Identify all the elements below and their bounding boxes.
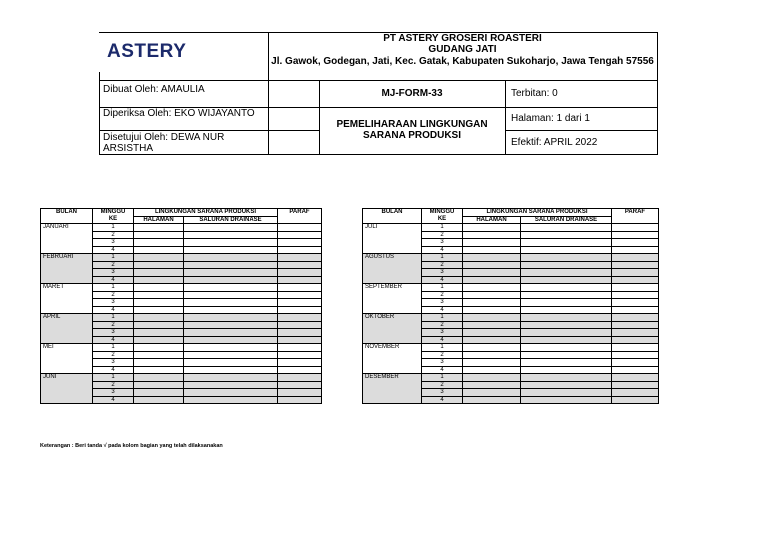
week-cell: 2 (93, 321, 134, 329)
month-cell: JULI (363, 224, 422, 254)
month-cell: JANUARI (41, 224, 93, 254)
company-address: Jl. Gawok, Godegan, Jati, Kec. Gatak, Kabupaten Sukoharjo, Jawa Tengah 57556 (271, 56, 654, 67)
form-title: PEMELIHARAAN LINGKUNGAN (336, 119, 488, 130)
week-cell: 3 (93, 269, 134, 277)
halaman-check-cell[interactable] (134, 351, 184, 359)
halaman-check-cell[interactable] (463, 314, 521, 322)
week-cell: 1 (93, 314, 134, 322)
week-cell: 4 (93, 276, 134, 284)
saluran-check-cell[interactable] (184, 306, 278, 314)
header-border (99, 72, 100, 155)
paraf-cell[interactable] (612, 329, 659, 337)
disetujui-oleh: Disetujui Oleh: DEWA NUR (103, 132, 225, 143)
paraf-cell[interactable] (278, 246, 322, 254)
terbitan: Terbitan: 0 (511, 88, 558, 99)
saluran-check-cell[interactable] (521, 381, 612, 389)
saluran-check-cell[interactable] (184, 351, 278, 359)
week-cell: 4 (422, 336, 463, 344)
paraf-cell[interactable] (278, 276, 322, 284)
halaman-check-cell[interactable] (463, 396, 521, 404)
week-cell: 3 (93, 239, 134, 247)
paraf-cell[interactable] (612, 336, 659, 344)
form-title-cont: SARANA PRODUKSI (363, 130, 461, 141)
paraf-cell[interactable] (612, 284, 659, 292)
halaman-check-cell[interactable] (463, 374, 521, 382)
halaman-check-cell[interactable] (134, 276, 184, 284)
week-cell: 2 (93, 291, 134, 299)
paraf-cell[interactable] (278, 299, 322, 307)
week-cell: 4 (422, 306, 463, 314)
efektif: Efektif: APRIL 2022 (511, 137, 598, 148)
halaman-check-cell[interactable] (134, 359, 184, 367)
month-cell: OKTOBER (363, 314, 422, 344)
week-cell: 1 (93, 284, 134, 292)
paraf-cell[interactable] (278, 381, 322, 389)
paraf-cell[interactable] (278, 224, 322, 232)
paraf-cell[interactable] (278, 374, 322, 382)
paraf-cell[interactable] (612, 321, 659, 329)
col-minggu: MINGGU KE (422, 209, 463, 224)
halaman-check-cell[interactable] (463, 291, 521, 299)
week-cell: 3 (93, 359, 134, 367)
saluran-check-cell[interactable] (521, 396, 612, 404)
week-cell: 3 (422, 329, 463, 337)
paraf-cell[interactable] (278, 359, 322, 367)
header-border (657, 32, 658, 155)
paraf-cell[interactable] (612, 254, 659, 262)
company-location: GUDANG JATI (428, 44, 497, 55)
col-halaman: HALAMAN (463, 216, 521, 224)
halaman-check-cell[interactable] (463, 284, 521, 292)
halaman: Halaman: 1 dari 1 (511, 113, 590, 124)
table-row (41, 284, 322, 292)
table-row (41, 254, 322, 262)
table-row (41, 344, 322, 352)
halaman-check-cell[interactable] (134, 366, 184, 374)
halaman-check-cell[interactable] (463, 276, 521, 284)
halaman-check-cell[interactable] (134, 291, 184, 299)
saluran-check-cell[interactable] (184, 374, 278, 382)
saluran-check-cell[interactable] (521, 299, 612, 307)
col-saluran: SALURAN DRAINASE (521, 216, 612, 224)
table-row (363, 284, 659, 292)
table-row (41, 374, 322, 382)
paraf-cell[interactable] (612, 299, 659, 307)
saluran-check-cell[interactable] (521, 321, 612, 329)
week-cell: 2 (422, 351, 463, 359)
table-row (363, 224, 659, 232)
week-cell: 4 (422, 396, 463, 404)
paraf-cell[interactable] (278, 291, 322, 299)
saluran-check-cell[interactable] (521, 329, 612, 337)
table-row (363, 314, 659, 322)
paraf-cell[interactable] (612, 269, 659, 277)
saluran-check-cell[interactable] (184, 239, 278, 247)
paraf-cell[interactable] (612, 314, 659, 322)
halaman-check-cell[interactable] (134, 336, 184, 344)
saluran-check-cell[interactable] (184, 254, 278, 262)
halaman-check-cell[interactable] (134, 224, 184, 232)
paraf-cell[interactable] (612, 291, 659, 299)
paraf-cell[interactable] (612, 381, 659, 389)
diperiksa-oleh: Diperiksa Oleh: EKO WIJAYANTO (103, 108, 255, 119)
col-lingkungan: LINGKUNGAN SARANA PRODUKSI (134, 209, 278, 217)
saluran-check-cell[interactable] (184, 246, 278, 254)
saluran-check-cell[interactable] (184, 276, 278, 284)
saluran-check-cell[interactable] (184, 261, 278, 269)
saluran-check-cell[interactable] (521, 239, 612, 247)
header-border (99, 80, 658, 81)
saluran-check-cell[interactable] (521, 314, 612, 322)
week-cell: 1 (422, 374, 463, 382)
saluran-check-cell[interactable] (184, 231, 278, 239)
halaman-check-cell[interactable] (463, 344, 521, 352)
week-cell: 2 (422, 291, 463, 299)
halaman-check-cell[interactable] (134, 314, 184, 322)
halaman-check-cell[interactable] (134, 389, 184, 397)
paraf-cell[interactable] (278, 336, 322, 344)
week-cell: 3 (422, 299, 463, 307)
saluran-check-cell[interactable] (184, 284, 278, 292)
month-cell: MARET (41, 284, 93, 314)
halaman-check-cell[interactable] (463, 351, 521, 359)
halaman-check-cell[interactable] (463, 381, 521, 389)
paraf-cell[interactable] (278, 314, 322, 322)
halaman-check-cell[interactable] (134, 299, 184, 307)
saluran-check-cell[interactable] (521, 231, 612, 239)
paraf-cell[interactable] (278, 269, 322, 277)
saluran-check-cell[interactable] (521, 359, 612, 367)
paraf-cell[interactable] (612, 374, 659, 382)
month-cell: AGUSTUS (363, 254, 422, 284)
saluran-check-cell[interactable] (184, 389, 278, 397)
table-row (363, 254, 659, 262)
halaman-check-cell[interactable] (134, 284, 184, 292)
saluran-check-cell[interactable] (521, 389, 612, 397)
saluran-check-cell[interactable] (184, 396, 278, 404)
month-cell: JUNI (41, 374, 93, 404)
company-name: PT ASTERY GROSERI ROASTERI (383, 33, 542, 44)
paraf-cell[interactable] (612, 306, 659, 314)
col-saluran: SALURAN DRAINASE (184, 216, 278, 224)
paraf-cell[interactable] (612, 359, 659, 367)
halaman-check-cell[interactable] (463, 246, 521, 254)
week-cell: 3 (422, 359, 463, 367)
week-cell: 3 (422, 389, 463, 397)
halaman-check-cell[interactable] (463, 389, 521, 397)
halaman-check-cell[interactable] (134, 239, 184, 247)
saluran-check-cell[interactable] (521, 291, 612, 299)
col-bulan: BULAN (363, 209, 422, 224)
week-cell: 2 (93, 351, 134, 359)
month-cell: APRIL (41, 314, 93, 344)
paraf-cell[interactable] (278, 351, 322, 359)
week-cell: 3 (93, 299, 134, 307)
halaman-check-cell[interactable] (463, 269, 521, 277)
week-cell: 3 (422, 239, 463, 247)
week-cell: 2 (422, 381, 463, 389)
halaman-check-cell[interactable] (463, 329, 521, 337)
paraf-cell[interactable] (612, 366, 659, 374)
week-cell: 4 (93, 396, 134, 404)
paraf-cell[interactable] (278, 389, 322, 397)
saluran-check-cell[interactable] (184, 329, 278, 337)
halaman-check-cell[interactable] (134, 374, 184, 382)
col-lingkungan: LINGKUNGAN SARANA PRODUKSI (463, 209, 612, 217)
saluran-check-cell[interactable] (184, 344, 278, 352)
halaman-check-cell[interactable] (463, 366, 521, 374)
week-cell: 4 (422, 246, 463, 254)
halaman-check-cell[interactable] (463, 359, 521, 367)
saluran-check-cell[interactable] (521, 336, 612, 344)
week-cell: 4 (93, 246, 134, 254)
week-cell: 4 (93, 366, 134, 374)
halaman-check-cell[interactable] (463, 261, 521, 269)
week-cell: 1 (422, 224, 463, 232)
halaman-check-cell[interactable] (134, 344, 184, 352)
month-cell: SEPTEMBER (363, 284, 422, 314)
month-cell: MEI (41, 344, 93, 374)
halaman-check-cell[interactable] (463, 254, 521, 262)
week-cell: 4 (422, 366, 463, 374)
week-cell: 3 (93, 389, 134, 397)
halaman-check-cell[interactable] (134, 231, 184, 239)
paraf-cell[interactable] (612, 351, 659, 359)
saluran-check-cell[interactable] (521, 306, 612, 314)
paraf-cell[interactable] (278, 254, 322, 262)
paraf-cell[interactable] (278, 329, 322, 337)
halaman-check-cell[interactable] (463, 336, 521, 344)
form-code: MJ-FORM-33 (381, 88, 443, 99)
saluran-check-cell[interactable] (521, 224, 612, 232)
saluran-check-cell[interactable] (184, 269, 278, 277)
saluran-check-cell[interactable] (184, 291, 278, 299)
halaman-check-cell[interactable] (463, 306, 521, 314)
week-cell: 1 (422, 254, 463, 262)
saluran-check-cell[interactable] (184, 314, 278, 322)
dibuat-oleh: Dibuat Oleh: AMAULIA (103, 84, 205, 95)
halaman-check-cell[interactable] (463, 321, 521, 329)
col-minggu: MINGGU KE (93, 209, 134, 224)
saluran-check-cell[interactable] (184, 366, 278, 374)
week-cell: 3 (422, 269, 463, 277)
header-border (505, 80, 506, 155)
table-row (363, 344, 659, 352)
halaman-check-cell[interactable] (134, 396, 184, 404)
halaman-check-cell[interactable] (463, 239, 521, 247)
month-cell: DESEMBER (363, 374, 422, 404)
week-cell: 1 (422, 344, 463, 352)
halaman-check-cell[interactable] (463, 224, 521, 232)
paraf-cell[interactable] (278, 344, 322, 352)
table-row (363, 374, 659, 382)
monitoring-table-right (362, 208, 659, 404)
week-cell: 4 (422, 276, 463, 284)
month-cell: NOVEMBER (363, 344, 422, 374)
paraf-cell[interactable] (612, 344, 659, 352)
week-cell: 2 (93, 231, 134, 239)
saluran-check-cell[interactable] (521, 261, 612, 269)
week-cell: 2 (422, 261, 463, 269)
saluran-check-cell[interactable] (521, 254, 612, 262)
halaman-check-cell[interactable] (463, 231, 521, 239)
week-cell: 2 (422, 231, 463, 239)
col-halaman: HALAMAN (134, 216, 184, 224)
saluran-check-cell[interactable] (184, 336, 278, 344)
paraf-cell[interactable] (278, 239, 322, 247)
week-cell: 1 (422, 314, 463, 322)
col-bulan: BULAN (41, 209, 93, 224)
saluran-check-cell[interactable] (184, 359, 278, 367)
table-row (41, 224, 322, 232)
halaman-check-cell[interactable] (134, 246, 184, 254)
month-cell: FEBRUARI (41, 254, 93, 284)
week-cell: 2 (422, 321, 463, 329)
paraf-cell[interactable] (612, 261, 659, 269)
paraf-cell[interactable] (278, 231, 322, 239)
paraf-cell[interactable] (612, 276, 659, 284)
paraf-cell[interactable] (278, 284, 322, 292)
paraf-cell[interactable] (612, 231, 659, 239)
saluran-check-cell[interactable] (521, 284, 612, 292)
saluran-check-cell[interactable] (184, 299, 278, 307)
paraf-cell[interactable] (612, 224, 659, 232)
week-cell: 3 (93, 329, 134, 337)
paraf-cell[interactable] (278, 396, 322, 404)
saluran-check-cell[interactable] (184, 321, 278, 329)
week-cell: 1 (93, 344, 134, 352)
header-border (505, 130, 658, 131)
halaman-check-cell[interactable] (134, 306, 184, 314)
header-border (99, 130, 319, 131)
disetujui-oleh-cont: ARSISTHA (103, 143, 154, 154)
week-cell: 2 (93, 261, 134, 269)
paraf-cell[interactable] (278, 261, 322, 269)
week-cell: 1 (93, 254, 134, 262)
saluran-check-cell[interactable] (521, 374, 612, 382)
halaman-check-cell[interactable] (463, 299, 521, 307)
week-cell: 1 (93, 374, 134, 382)
halaman-check-cell[interactable] (134, 381, 184, 389)
halaman-check-cell[interactable] (134, 254, 184, 262)
paraf-cell[interactable] (278, 321, 322, 329)
table-row (41, 314, 322, 322)
saluran-check-cell[interactable] (521, 366, 612, 374)
halaman-check-cell[interactable] (134, 269, 184, 277)
week-cell: 2 (93, 381, 134, 389)
week-cell: 4 (93, 306, 134, 314)
saluran-check-cell[interactable] (521, 344, 612, 352)
header-border (99, 154, 658, 155)
saluran-check-cell[interactable] (521, 269, 612, 277)
saluran-check-cell[interactable] (184, 224, 278, 232)
paraf-cell[interactable] (278, 366, 322, 374)
halaman-check-cell[interactable] (134, 261, 184, 269)
paraf-cell[interactable] (612, 246, 659, 254)
col-paraf: PARAF (278, 209, 322, 224)
saluran-check-cell[interactable] (184, 381, 278, 389)
saluran-check-cell[interactable] (521, 351, 612, 359)
saluran-check-cell[interactable] (521, 276, 612, 284)
paraf-cell[interactable] (278, 306, 322, 314)
halaman-check-cell[interactable] (134, 329, 184, 337)
week-cell: 4 (93, 336, 134, 344)
halaman-check-cell[interactable] (134, 321, 184, 329)
week-cell: 1 (422, 284, 463, 292)
paraf-cell[interactable] (612, 396, 659, 404)
week-cell: 1 (93, 224, 134, 232)
monitoring-table-left (40, 208, 322, 404)
saluran-check-cell[interactable] (521, 246, 612, 254)
paraf-cell[interactable] (612, 239, 659, 247)
footnote: Keterangan : Beri tanda √ pada kolom bagian yang telah dilaksanakan (40, 443, 223, 449)
col-paraf: PARAF (612, 209, 659, 224)
company-logo: ASTERY (107, 41, 187, 62)
paraf-cell[interactable] (612, 389, 659, 397)
